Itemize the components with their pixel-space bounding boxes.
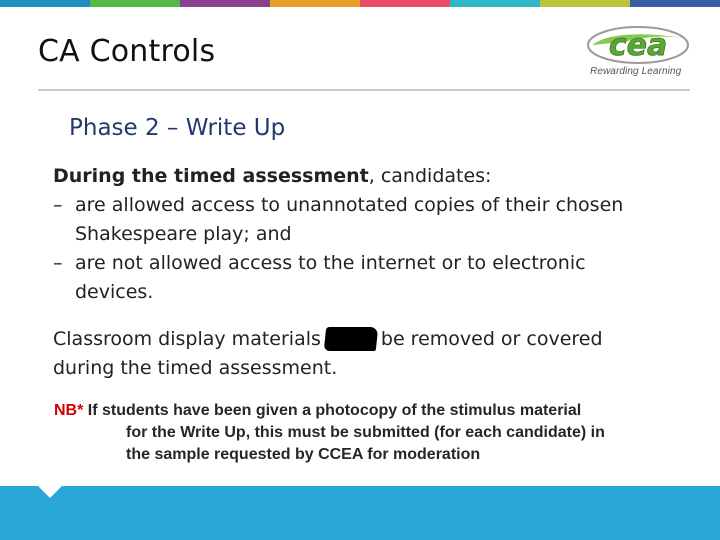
bullet-text: are not allowed access to the internet or to electronic: [75, 252, 586, 274]
color-stripe: [180, 0, 270, 7]
footer-notch: [38, 486, 62, 498]
display-materials-line2: during the timed assessment.: [53, 357, 338, 379]
intro-line: [53, 162, 653, 191]
redaction-mark: [324, 327, 379, 351]
color-stripe: [540, 0, 630, 7]
nb-line: for the Write Up, this must be submitted (for each candidate) in: [126, 424, 605, 441]
color-bar: [0, 0, 720, 7]
color-stripe: [90, 0, 180, 7]
bullet-dash: –: [53, 252, 63, 274]
slide-title: CA Controls: [38, 34, 216, 69]
color-stripe: [630, 0, 720, 7]
nb-label: NB*: [54, 402, 84, 419]
color-stripe: [450, 0, 540, 7]
assessment-rules: [53, 162, 653, 383]
color-stripe: [360, 0, 450, 7]
bullet-dash: –: [53, 194, 63, 216]
color-stripe: [0, 0, 90, 7]
intro-rest: , candidates:: [368, 165, 492, 187]
intro-bold: During the timed assessment: [53, 165, 369, 187]
nb-line: the sample requested by CCEA for moderation: [126, 446, 481, 463]
nb-note: [54, 400, 674, 466]
color-stripe: [270, 0, 360, 7]
bullet-continuation: devices.: [75, 281, 154, 303]
para2-start: Classroom display materials: [53, 328, 321, 350]
nb-line: [54, 400, 674, 422]
svg-text:cea: cea: [608, 28, 668, 63]
para2-end: be removed or covered: [380, 328, 603, 350]
bullet-item: [53, 249, 653, 278]
title-divider: [38, 89, 690, 91]
bullet-item: [53, 191, 653, 220]
section-subtitle: Phase 2 – Write Up: [69, 115, 286, 141]
bullet-continuation: Shakespeare play; and: [75, 223, 292, 245]
nb-text: If students have been given a photocopy of the stimulus material: [83, 402, 582, 419]
logo-tagline: Rewarding Learning: [590, 66, 682, 77]
bullet-text: are allowed access to unannotated copies of their chosen: [75, 194, 624, 216]
footer-band: [0, 486, 720, 540]
display-materials-line: [53, 325, 653, 354]
